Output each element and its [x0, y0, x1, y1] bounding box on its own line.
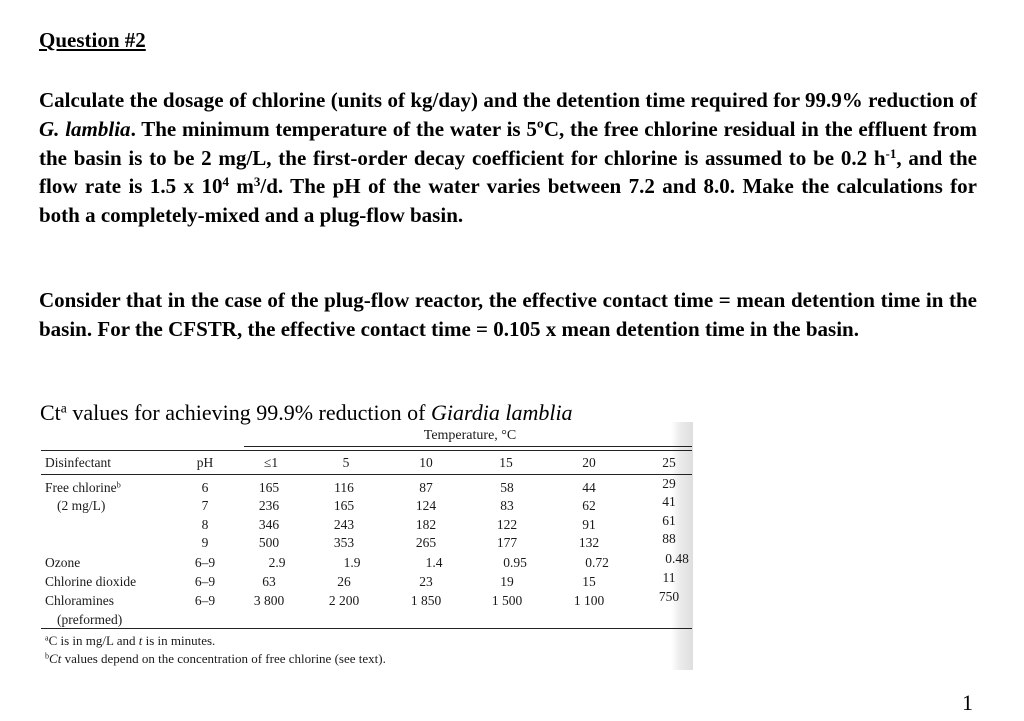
col-ph: pH — [196, 455, 214, 470]
table-cell: 91 — [582, 517, 596, 532]
table-cell: 87 — [419, 480, 433, 495]
table-cell: 353 — [333, 535, 355, 550]
row-ph: 7 — [201, 498, 209, 513]
table-cell: 165 — [258, 480, 280, 495]
table-cell: 236 — [258, 498, 280, 513]
row-ph: 6–9 — [194, 574, 216, 589]
temp-header-5: 25 — [662, 455, 676, 470]
row-ph: 6–9 — [194, 593, 216, 608]
question-paragraph-1: Calculate the dosage of chlorine (units of kg/day) and the detention time required for 99.9% reduction of G. lamblia. The minimum temperature of the water is 5ºC, the free chlorine residual in the effluent from the basin is to be 2 mg/L, the first-order decay coefficient for chlorine is assumed to be 0.2 $h^{-1}$, and the flow rate is 1.5 x $10^4$ $m^3/d$. The pH of the water varies between 7.2 and 8.0. Make the calculations for both a completely-mixed and a plug-flow basin. — [39, 88, 977, 228]
table-cell: 177 — [496, 535, 518, 550]
temperature-header: Temperature, °C — [423, 428, 517, 443]
temperature-rule — [244, 446, 692, 447]
table-cell: 19 — [500, 574, 514, 589]
table-cell: 500 — [258, 535, 280, 550]
table-cell: 3 800 — [253, 593, 285, 608]
table-cell: 29 — [662, 476, 676, 491]
row-ph: 6 — [201, 480, 209, 495]
row-disinfectant-name: Free chlorine$^b$ — [45, 480, 121, 495]
row-disinfectant-name: (preformed) — [57, 612, 123, 627]
footnote-a: $^a$C is in mg/L and t is in minutes. — [45, 633, 216, 648]
table-cell: 61 — [662, 513, 676, 528]
page-number: 1 — [962, 690, 973, 715]
table-rule-bottom — [41, 628, 692, 629]
question-heading: Question #2 — [39, 28, 146, 52]
ct-values-table — [39, 422, 693, 670]
table-cell: 41 — [662, 494, 676, 509]
col-disinfectant: Disinfectant — [45, 455, 111, 470]
row-ph: 9 — [201, 535, 209, 550]
table-cell: 165 — [333, 498, 355, 513]
table-cell: 83 — [500, 498, 514, 513]
table-cell: 132 — [578, 535, 600, 550]
header-rule-top — [41, 450, 692, 451]
row-ph: 6–9 — [194, 555, 216, 570]
temp-header-4: 20 — [582, 455, 596, 470]
table-cell: 243 — [333, 517, 355, 532]
table-cell: 15 — [582, 574, 596, 589]
table-cell: 63 — [262, 574, 276, 589]
table-cell: 1 500 — [491, 593, 523, 608]
table-cell: 122 — [496, 517, 518, 532]
table-cell: 346 — [258, 517, 280, 532]
temp-header-1: 5 — [342, 455, 350, 470]
temp-header-2: 10 — [419, 455, 433, 470]
row-ph: 8 — [201, 517, 209, 532]
table-cell: 182 — [415, 517, 437, 532]
row-disinfectant-name: Ozone — [45, 555, 81, 570]
table-cell: 2.9 — [268, 555, 286, 570]
question-paragraph-2: Consider that in the case of the plug-flow reactor, the effective contact time = mean detention time in the basin. For the CFSTR, the effective contact time = 0.105 x mean detention time in the basin. — [39, 288, 977, 341]
table-cell: 265 — [415, 535, 437, 550]
table-cell: 0.48 — [665, 551, 689, 566]
table-cell: 11 — [662, 570, 676, 585]
table-cell: 1.4 — [425, 555, 443, 570]
table-cell: 88 — [662, 531, 676, 546]
temp-header-0: ≤1 — [263, 455, 279, 470]
row-disinfectant-name: Chloramines — [45, 593, 114, 608]
table-cell: 0.72 — [585, 555, 609, 570]
table-cell: 116 — [334, 480, 354, 495]
table-cell: 58 — [500, 480, 514, 495]
table-cell: 23 — [419, 574, 433, 589]
row-disinfectant-name: Chlorine dioxide — [45, 574, 137, 589]
table-cell: 62 — [582, 498, 596, 513]
table-caption: Ct$^a$ values for achieving 99.9% reduction of Giardia lamblia — [40, 400, 573, 425]
table-cell: 26 — [337, 574, 351, 589]
footnote-b: $^b$Ct values depend on the concentration of free chlorine (see text). — [45, 651, 386, 666]
table-cell: 750 — [658, 589, 680, 604]
table-cell: 1.9 — [343, 555, 361, 570]
table-cell: 44 — [582, 480, 596, 495]
table-cell: 2 200 — [328, 593, 360, 608]
row-disinfectant-name: (2 mg/L) — [57, 498, 106, 513]
table-cell: 0.95 — [503, 555, 527, 570]
temp-header-3: 15 — [499, 455, 513, 470]
organism-name: G. lamblia — [39, 116, 131, 141]
table-cell: 124 — [415, 498, 437, 513]
header-rule-bottom — [41, 474, 692, 475]
table-cell: 1 850 — [410, 593, 442, 608]
table-cell: 1 100 — [573, 593, 605, 608]
